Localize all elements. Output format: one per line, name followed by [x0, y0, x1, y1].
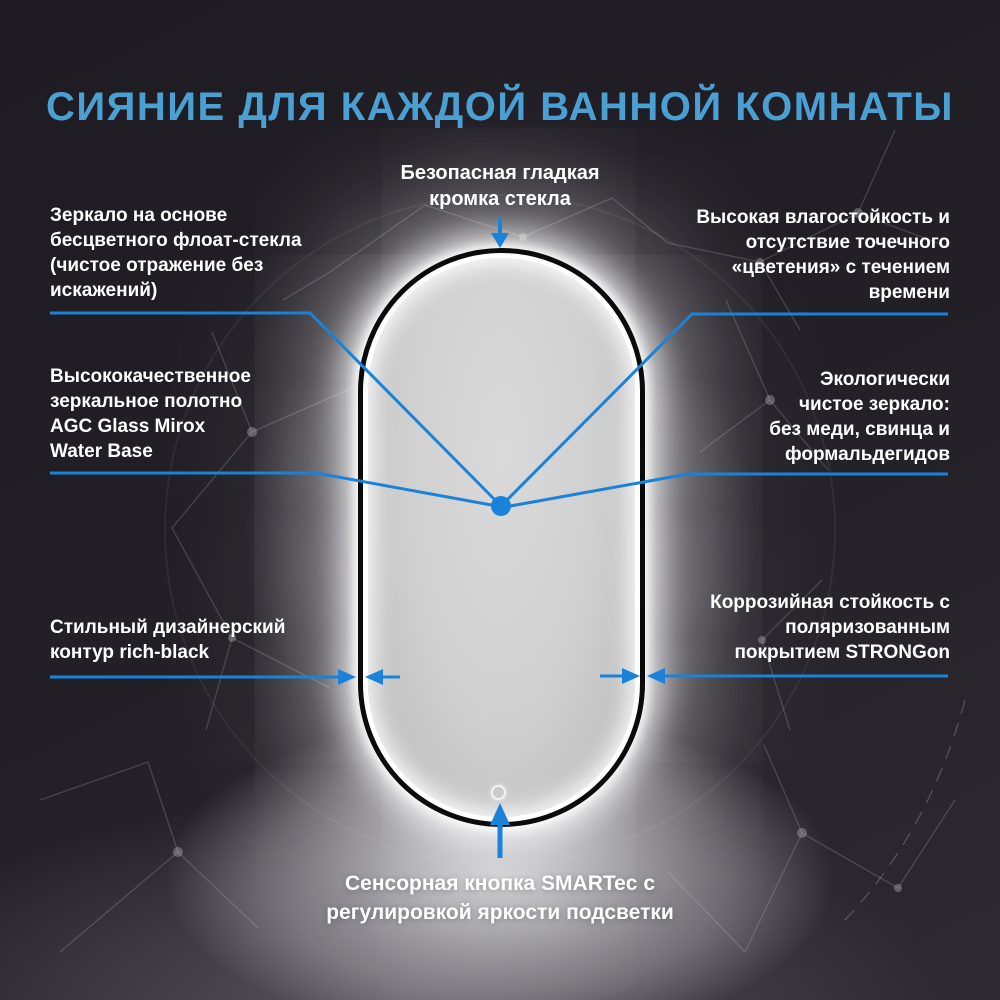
callout-text-line: Безопасная гладкая	[400, 162, 600, 184]
callout-text-line: AGC Glass Mirox	[50, 416, 206, 437]
arrow-left-icon	[365, 669, 383, 685]
arrow-up-icon	[490, 803, 510, 825]
callout-text-line: чистое зеркало:	[799, 394, 950, 415]
callout-text-line: регулировкой яркости подсветки	[326, 901, 674, 924]
callout-text-line: покрытием STRONGon	[734, 642, 950, 663]
callout-text-line: искажений)	[50, 280, 158, 301]
arrow-right-icon	[622, 668, 640, 684]
arrow-left-icon	[647, 668, 665, 684]
callout-smartec-button	[250, 869, 750, 927]
callout-text-line: кромка стекла	[429, 188, 571, 210]
page-title: СИЯНИЕ ДЛЯ КАЖДОЙ ВАННОЙ КОМНАТЫ	[46, 84, 954, 129]
callout-text-line: формальдегидов	[784, 444, 950, 465]
callout-text-line: Экологически	[819, 369, 950, 390]
callout-text-line: Коррозийная стойкость с	[710, 592, 950, 613]
callout-text-line: времени	[868, 282, 950, 303]
callout-line-right-middle	[505, 474, 948, 507]
callout-text-line: контур rich-black	[50, 642, 210, 663]
callout-line-left-middle	[50, 473, 497, 506]
callout-text-line: отсутствие точечного	[745, 232, 950, 253]
arrow-right-icon	[338, 669, 356, 685]
callout-eco-mirror	[665, 367, 950, 467]
callout-text-line: поляризованным	[785, 617, 950, 638]
callout-text-line: Water Base	[50, 441, 153, 462]
callout-text-line: бесцветного флоат-стекла	[50, 230, 302, 251]
callout-text-line: Высококачественное	[50, 366, 251, 387]
callout-text-line: (чистое отражение без	[50, 255, 264, 276]
callout-text-line: Стильный дизайнерский	[50, 617, 286, 638]
callout-moisture-resistance	[645, 205, 950, 305]
callout-rich-black-contour	[50, 615, 355, 665]
callout-top-edge	[320, 160, 680, 212]
callout-text-line: Зеркало на основе	[50, 205, 228, 226]
callout-text-line: без меди, свинца и	[769, 419, 950, 440]
callout-float-glass	[50, 203, 335, 303]
callout-mirror-canvas	[50, 364, 335, 464]
callout-strongon-coating	[645, 590, 950, 665]
callout-text-line: зеркальное полотно	[50, 391, 243, 412]
arrow-down-icon	[491, 233, 509, 248]
callout-text-line: Высокая влагостойкость и	[696, 207, 950, 228]
callout-text-line: Сенсорная кнопка SMARTec с	[344, 872, 656, 895]
callout-hub-dot	[491, 496, 511, 516]
callout-text-line: «цветения» с течением	[731, 257, 950, 278]
